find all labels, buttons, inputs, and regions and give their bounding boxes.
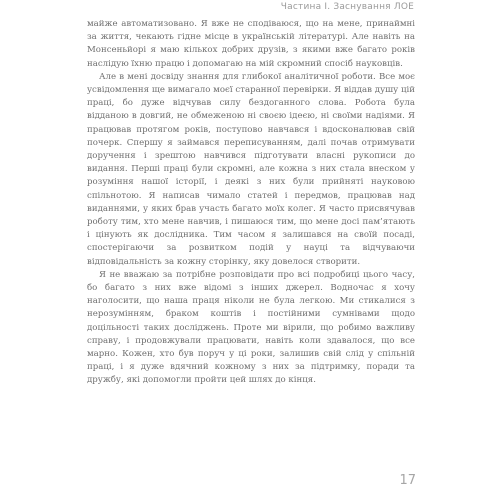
paragraph: Але в мені досвіду знання для глибокої аналітичної роботи. Все моє усвідомлення ще вимагало моєї старанної перевірки. Я віддав душу цій праці, бо дуже відчував силу бездоганного слова. Робота була відданою в довгий, не обмеженою ні своєю ідеєю, ні своїми надіями. Я працював протягом років, поступово навчався і вдосконалював свій почерк. Спершу я займався переписуванням, далі почав отримувати доручення і зрештою навчився підготувати власні рукописи до видання. Перші праці були скромні, але кожна з них стала внеском у розуміння нашої історії, і деякі з них були прийняті науковою спільнотою. Я написав чимало статей і передмов, працював над виданнями, у яких брав участь багато моїх колег. Я часто присвячував роботу тим, хто мене навчив, і пишаюся тим, що мене досі пам’ятають і цінують як дослідника. Тим часом я залишався на своїй посаді, спостерігаючи за розвитком подій у науці та відчуваючи відповідальність за кожну сторінку, яку довелося створити. <box>87 71 415 267</box>
paragraph: Я не вважаю за потрібне розповідати про всі подробиці цього часу, бо багато з них вже відомі з інших джерел. Водночас я хочу наголосити, що наша праця ніколи не була легкою. Ми стикалися з нерозумінням, браком коштів і постійними сумнівами щодо доцільності таких досліджень. Проте ми вірили, що робимо важливу справу, і продовжували працювати, навіть коли здавалося, що все марно. Кожен, хто був поруч у ці роки, залишив свій слід у спільній праці, і я дуже вдячний кожному з них за підтримку, поради та дружбу, які допомогли пройти цей шлях до кінця. <box>87 269 415 386</box>
running-head: Частина І. Заснування ЛОЕ <box>280 2 414 12</box>
paragraph: майже автоматизовано. Я вже не сподіваюся, що на мене, принаймні за життя, чекають гідне місце в українській літературі. Але навіть на Монсеньйорі я маю кількох добрих друзів, з якими вже багато років наслідую їхню працю і допомагаю на мій скромний спосіб науковців. <box>87 19 415 69</box>
page-number: 17 <box>399 473 416 488</box>
body-text <box>87 18 415 388</box>
